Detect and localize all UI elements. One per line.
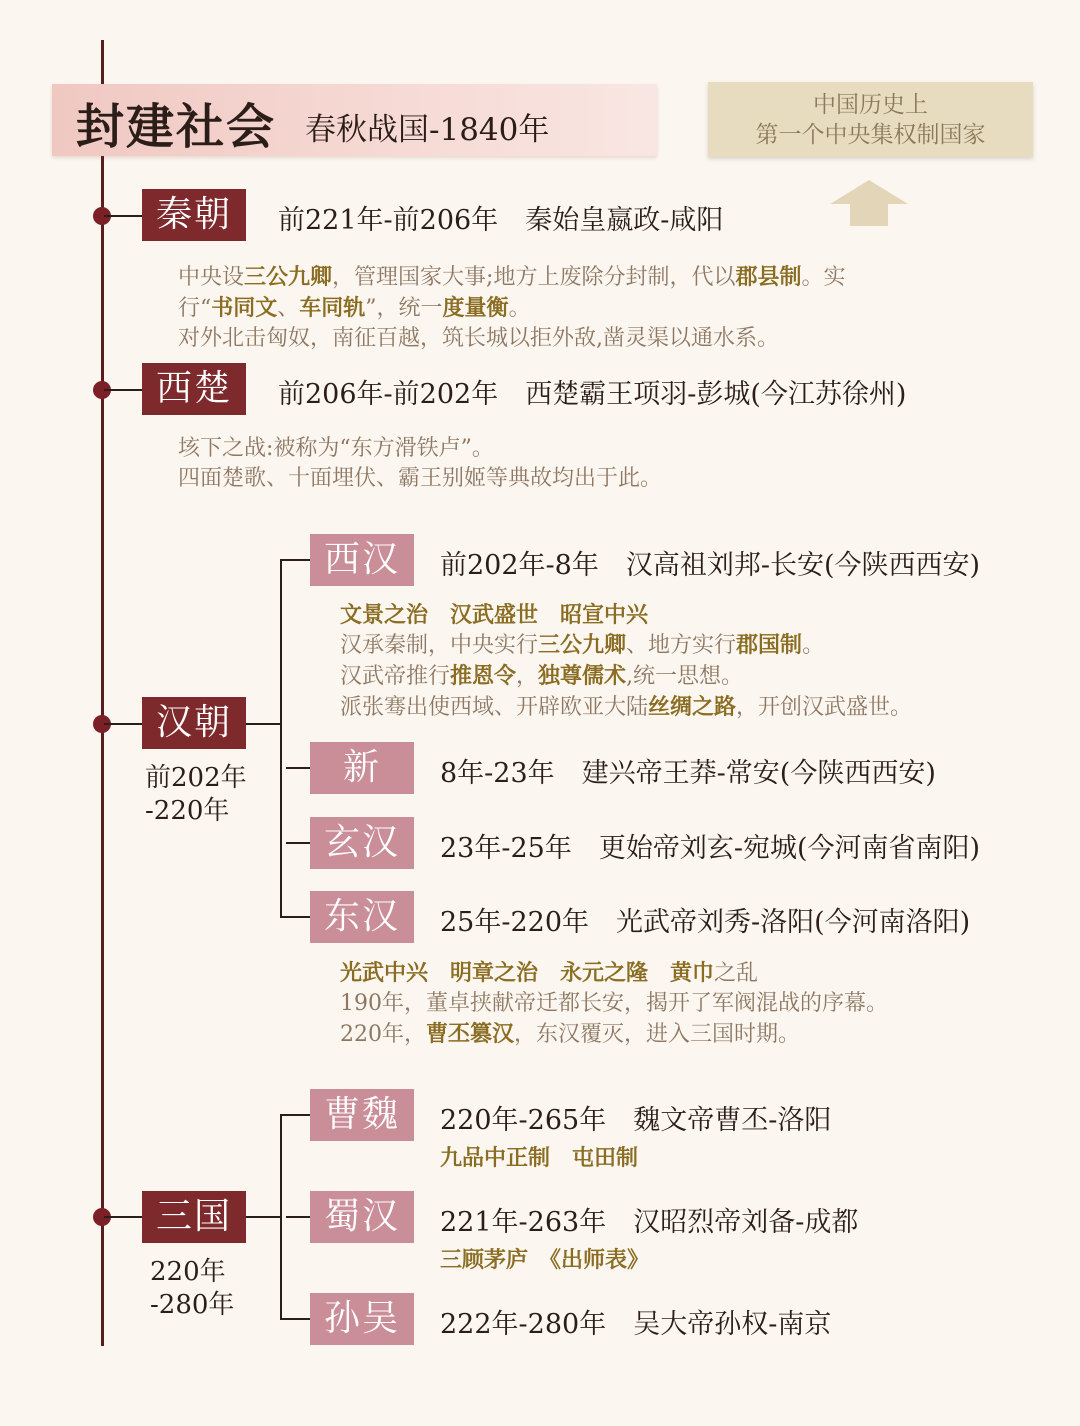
badge-caowei: 曹魏: [310, 1089, 414, 1141]
xichu-desc-line-2: 四面楚歌、十面埋伏、霸王别姬等典故均出于此。: [178, 466, 663, 491]
connector-han: [104, 723, 142, 725]
badge-xuanhan: 玄汉: [310, 817, 414, 869]
han-branch-xin: [286, 767, 310, 769]
page-subtitle: 春秋战国-1840年: [305, 112, 550, 148]
han-period-line-2: -220年: [145, 796, 230, 826]
sanguo-branch-shuhan: [286, 1216, 310, 1218]
xichu-desc: [178, 434, 662, 494]
sanguo-bracket-stem: [246, 1216, 280, 1218]
donghan-info: 25年-220年 光武帝刘秀-洛阳(今河南洛阳): [440, 907, 971, 938]
badge-donghan: 东汉: [310, 891, 414, 943]
caowei-info: 220年-265年 魏文帝曹丕-洛阳: [440, 1105, 832, 1136]
sanguo-period-line-1: 220年: [150, 1257, 226, 1287]
qin-info: 前221年-前206年 秦始皇嬴政-咸阳: [278, 205, 724, 236]
xihan-info: 前202年-8年 汉高祖刘邦-长安(今陕西西安): [440, 550, 981, 581]
connector-xichu: [104, 389, 142, 391]
xihan-desc: [340, 600, 912, 723]
sanguo-branch-caowei: [280, 1114, 310, 1116]
shuhan-note: [440, 1245, 649, 1276]
qin-desc-line-3: 对外北击匈奴，南征百越，筑长城以拒外敌,凿灵渠以通水系。: [178, 326, 779, 351]
han-period-line-1: 前202年: [145, 763, 247, 793]
xihan-desc-line-1: 文景之治 汉武盛世 昭宣中兴: [340, 602, 649, 628]
donghan-desc-line-3: 220年，曹丕篡汉，东汉覆灭，进入三国时期。: [340, 1021, 801, 1047]
up-arrow-icon: [828, 178, 910, 228]
badge-shuhan: 蜀汉: [310, 1191, 414, 1243]
sanguo-period-line-2: -280年: [150, 1290, 235, 1320]
donghan-desc-line-1: 光武中兴 明章之治 永元之隆 黄巾之乱: [340, 960, 759, 986]
shuhan-note-a: 三顾茅庐: [440, 1247, 529, 1273]
connector-qin: [104, 215, 142, 217]
han-branch-donghan: [280, 916, 310, 918]
xin-info: 8年-23年 建兴帝王莽-常安(今陕西西安): [440, 758, 936, 789]
connector-sanguo: [104, 1216, 142, 1218]
shuhan-note-b: 《出师表》: [550, 1247, 650, 1273]
xichu-desc-line-1: 垓下之战:被称为“东方滑铁卢”。: [178, 436, 494, 461]
badge-xihan: 西汉: [310, 534, 414, 586]
badge-sunwu: 孙吴: [310, 1293, 414, 1345]
donghan-desc-line-2: 190年，董卓挟献帝迁都长安，揭开了军阀混战的序幕。: [340, 991, 888, 1016]
qin-desc-line-2: 行“书同文、车同轨”，统一度量衡。: [178, 295, 531, 321]
xuanhan-info: 23年-25年 更始帝刘玄-宛城(今河南省南阳): [440, 833, 981, 864]
han-bracket-stem: [246, 723, 280, 725]
badge-xin: 新: [310, 742, 414, 794]
note-line-1: 中国历史上: [813, 91, 928, 118]
qin-desc: [178, 262, 845, 354]
han-bracket-vertical: [280, 559, 282, 918]
note-line-2: 第一个中央集权制国家: [755, 121, 986, 148]
han-period: [145, 762, 247, 828]
caowei-note: 九品中正制 屯田制: [440, 1145, 639, 1171]
han-branch-xihan: [280, 559, 310, 561]
timeline-line: [101, 40, 104, 1346]
badge-sanguo: 三国: [142, 1191, 246, 1243]
qin-desc-line-1: 中央设三公九卿，管理国家大事;地方上废除分封制，代以郡县制。实: [178, 264, 846, 290]
sanguo-bracket-vertical: [280, 1114, 282, 1320]
xichu-info: 前206年-前202年 西楚霸王项羽-彭城(今江苏徐州): [278, 379, 907, 410]
page-title: 封建社会: [76, 99, 277, 155]
xihan-desc-line-3: 汉武帝推行推恩令，独尊儒术,统一思想。: [340, 663, 744, 689]
badge-qin: 秦朝: [142, 189, 246, 241]
shuhan-info: 221年-263年 汉昭烈帝刘备-成都: [440, 1207, 859, 1238]
note-box: [708, 82, 1033, 157]
xihan-desc-line-2: 汉承秦制，中央实行三公九卿、地方实行郡国制。: [340, 632, 825, 658]
badge-xichu: 西楚: [142, 363, 246, 415]
sunwu-info: 222年-280年 吴大帝孙权-南京: [440, 1309, 832, 1340]
xihan-desc-line-4: 派张骞出使西域、开辟欧亚大陆丝绸之路，开创汉武盛世。: [340, 694, 913, 720]
donghan-desc: [340, 958, 888, 1050]
sanguo-branch-sunwu: [280, 1318, 310, 1320]
badge-han: 汉朝: [142, 697, 246, 749]
sanguo-period: [150, 1256, 234, 1322]
han-branch-xuanhan: [286, 842, 310, 844]
